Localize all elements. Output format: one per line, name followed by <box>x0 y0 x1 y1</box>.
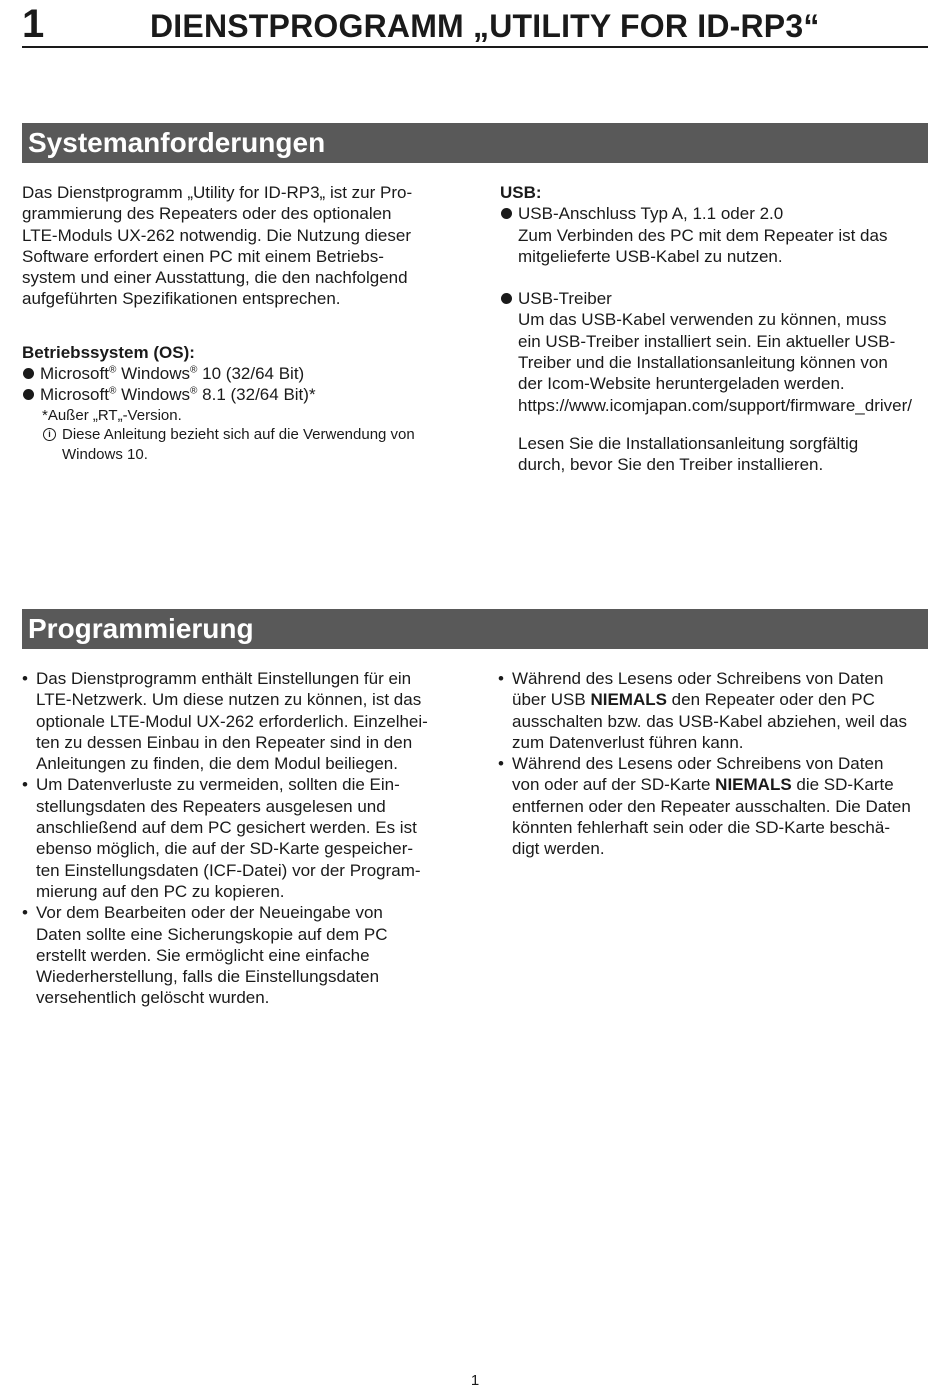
niemals-emphasis: NIEMALS <box>590 690 667 710</box>
os-info-note: i Diese Anleitung bezieht sich auf die Verwendung von Windows 10. <box>22 425 452 464</box>
section-heading-system-requirements: Systemanforderungen <box>22 123 928 163</box>
bullet-dot-icon <box>23 368 34 379</box>
bullet-dot-icon <box>23 389 34 400</box>
programming-bullet-backup-copy: • Vor dem Bearbeiten oder der Neueingabe von Daten sollte eine Sicherungskopie auf dem PC erstellt werden. Sie ermöglicht eine einfache Wiederherstellung, falls die Einstellungsdaten versehentlich gelöscht wurden. <box>22 903 388 1008</box>
system-left-column <box>22 182 452 464</box>
os-heading: Betriebssystem (OS): <box>22 342 195 362</box>
chapter-title: DIENSTPROGRAMM „UTILITY FOR ID-RP3“ <box>150 8 820 44</box>
intro-line: LTE-Moduls UX-262 notwendig. Die Nutzung dieser <box>22 225 411 245</box>
niemals-emphasis: NIEMALS <box>715 775 792 795</box>
programming-warning-usb: • Während des Lesens oder Schreibens von Daten über USB NIEMALS den Repeater oder den PC ausschalten bzw. das USB-Kabel abziehen, weil das zum Datenverlust führen kann. <box>498 669 908 752</box>
driver-url: https://www.icomjapan.com/support/firmware_driver/ <box>518 395 912 415</box>
system-right-column <box>500 182 930 476</box>
bullet-dot-icon <box>501 208 512 219</box>
bullet-icon: • <box>498 669 504 688</box>
intro-line: Software erfordert einen PC mit einem Betriebs- <box>22 246 384 266</box>
bullet-dot-icon <box>501 293 512 304</box>
programming-bullet-backup-settings: • Um Datenverluste zu vermeiden, sollten die Ein- stellungsdaten des Repeaters ausgelesen und anschließend auf dem PC gesichert werden. Es ist ebenso möglich, die auf der SD-Karte gespeicher- ten Einstellungsdaten (ICF-Datei) vor der Program- mierung auf den PC zu kopieren. <box>22 775 421 901</box>
usb-driver-item: USB-Treiber Um das USB-Kabel verwenden zu können, muss ein USB-Treiber installiert sein. Ein aktueller USB- Treiber und die Installationsanleitung können von der Icom-Website heruntergeladen werden. https://www.icomjapan.com/support/firmware_driver/ Lesen Sie die Installationsanleitung sorgfältig durch, bevor Sie den Treiber installieren. <box>500 288 930 475</box>
programming-right-column <box>498 668 930 860</box>
intro-line: grammierung des Repeaters oder des optionalen <box>22 204 392 224</box>
bullet-icon: • <box>22 775 28 795</box>
os-item-windows-8-1: Microsoft® Windows® 8.1 (32/64 Bit)* <box>22 384 452 405</box>
usb-connector-item: USB-Anschluss Typ A, 1.1 oder 2.0 Zum Verbinden des PC mit dem Repeater ist das mitgelieferte USB-Kabel zu nutzen. <box>500 203 930 267</box>
intro-line: aufgeführten Spezifikationen entsprechen. <box>22 289 341 309</box>
usb-heading: USB: <box>500 183 542 202</box>
bullet-icon: • <box>498 754 504 774</box>
intro-line: Das Dienstprogramm „Utility for ID-RP3„ ist zur Pro- <box>22 183 413 202</box>
intro-paragraph <box>22 182 452 310</box>
programming-bullet-lte: • Das Dienstprogramm enthält Einstellungen für ein LTE-Netzwerk. Um diese nutzen zu können, ist das optionale LTE-Modul UX-262 erforderlich. Einzelhei- ten zu dessen Einbau in den Repeater sind in den Anleitungen zu finden, die dem Modul beiliegen. <box>22 669 428 774</box>
page-number: 1 <box>470 1372 480 1389</box>
programming-warning-sd-card: • Während des Lesens oder Schreibens von Daten von oder auf der SD-Karte NIEMALS die SD-Karte entfernen oder den Repeater ausschalten. Die Daten könnten fehlerhaft sein oder die SD-Karte beschä- digt werden. <box>498 754 911 859</box>
os-footnote: *Außer „RT„-Version. <box>42 406 182 424</box>
programming-left-column <box>22 668 452 1009</box>
os-item-windows-10: Microsoft® Windows® 10 (32/64 Bit) <box>22 363 452 384</box>
chapter-number: 1 <box>22 2 45 46</box>
bullet-icon: • <box>22 903 28 923</box>
section-heading-programming: Programmierung <box>22 609 928 649</box>
title-rule <box>22 46 928 48</box>
info-icon: i <box>43 428 56 441</box>
intro-line: system und einer Ausstattung, die den nachfolgend <box>22 268 408 288</box>
bullet-icon: • <box>22 669 28 688</box>
